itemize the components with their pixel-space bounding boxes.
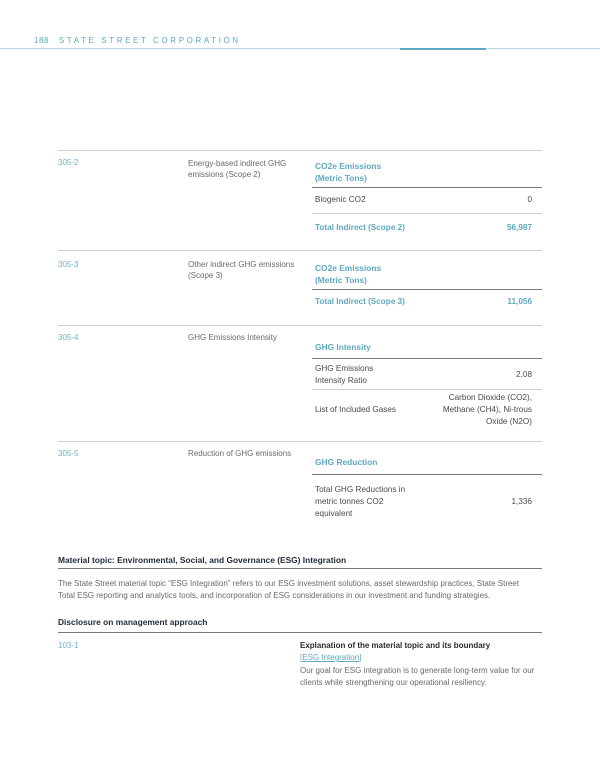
material-topic-rule <box>58 568 542 569</box>
table-row-label: Biogenic CO2 <box>315 195 366 204</box>
company-name: STATE STREET CORPORATION <box>58 36 241 45</box>
table-header: CO2e Emissions (Metric Tons) <box>315 263 382 285</box>
table-row-label: List of Included Gases <box>315 405 397 414</box>
disclosure-code: 305-4 <box>58 333 79 342</box>
esg-integration-link-text[interactable]: ESG Integration <box>302 653 360 662</box>
disclosure-description: Reduction of GHG emissions <box>188 449 292 458</box>
section-divider <box>58 441 542 442</box>
table-header: GHG Intensity <box>315 342 371 352</box>
explanation-text: Our goal for ESG integration is to generate long-term value for our clients while strengthening our operational resiliency. <box>300 666 535 687</box>
table-header-rule <box>312 358 542 359</box>
section-divider <box>58 325 542 326</box>
section-divider <box>58 250 542 251</box>
table-row-label: GHG Emissions Intensity Ratio <box>315 364 374 385</box>
table-row-value: 2.08 <box>516 370 532 379</box>
page-header <box>34 36 241 45</box>
table-row-rule <box>312 389 542 390</box>
table-row-label: Total GHG Reductions in metric tonnes CO2 equivalent <box>315 485 406 518</box>
disclosure-code: 305-5 <box>58 449 79 458</box>
table-row-value: Carbon Dioxide (CO2), Methane (CH4), Ni-trous Oxide (N2O) <box>442 393 532 426</box>
disclosure-code: 305-2 <box>58 158 79 167</box>
total-label: Total Indirect (Scope 2) <box>315 223 405 232</box>
section-divider <box>58 150 542 151</box>
material-topic-heading: Material topic: Environmental, Social, and Governance (ESG) Integration <box>58 555 347 565</box>
table-header-rule <box>312 187 542 188</box>
table-header-rule <box>312 289 542 290</box>
material-topic-text: The State Street material topic “ESG Integration” refers to our ESG investment solutions, asset stewardship practices, State Street Total ESG reporting and analytics tools, and incorporation of ESG considerations in our investment and funding strategies. <box>58 579 520 600</box>
esg-integration-link[interactable]: [ESG Integration] <box>300 653 362 662</box>
header-accent-bar <box>400 48 486 50</box>
header-rule <box>0 48 600 49</box>
table-header: CO2e Emissions (Metric Tons) <box>315 161 382 183</box>
disclosure-description: Other indirect GHG emissions (Scope 3) <box>188 260 295 280</box>
table-header-rule <box>312 474 542 475</box>
table-row-value: 0 <box>527 195 532 204</box>
page-number: 188 <box>34 36 49 45</box>
table-row-rule <box>312 213 542 214</box>
disclosure-code: 305-3 <box>58 260 79 269</box>
explanation-title: Explanation of the material topic and its boundary <box>300 641 491 650</box>
disclosure-code: 103-1 <box>58 641 79 650</box>
total-value: 56,987 <box>506 223 532 232</box>
disclosure-description: Energy-based indirect GHG emissions (Scope 2) <box>188 159 287 179</box>
table-header: GHG Reduction <box>315 457 378 467</box>
total-value: 11,056 <box>507 297 532 306</box>
total-label: Total Indirect (Scope 3) <box>315 297 405 306</box>
disclosure-heading: Disclosure on management approach <box>58 617 208 627</box>
disclosure-description: GHG Emissions Intensity <box>188 333 277 342</box>
table-row-value: 1,336 <box>511 497 532 506</box>
disclosure-rule <box>58 632 542 633</box>
